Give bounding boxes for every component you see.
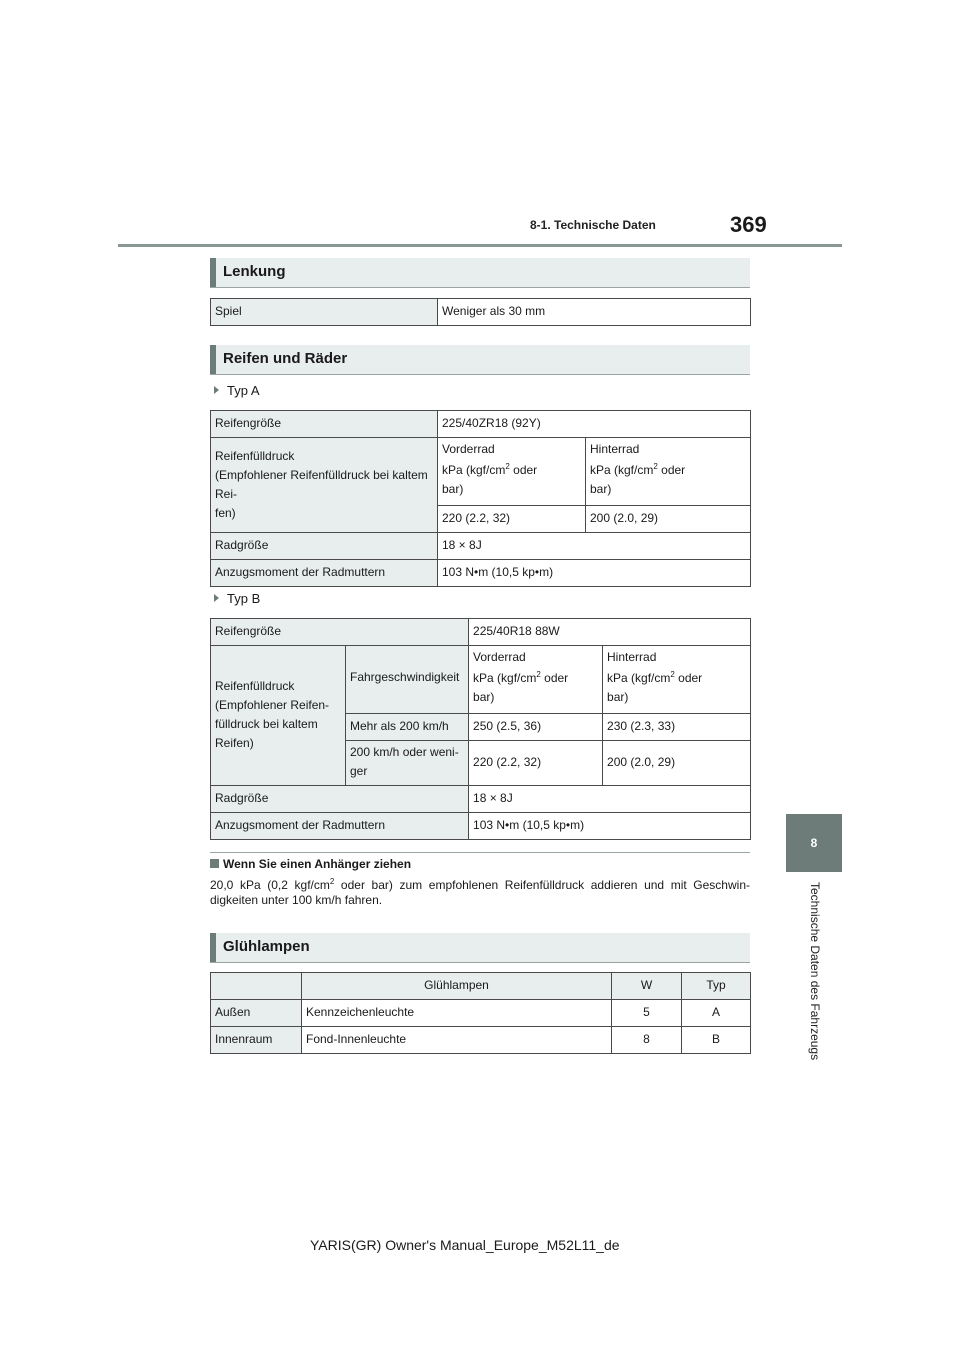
typ-b-text: Typ B (227, 591, 261, 606)
table-header-row (211, 973, 751, 1000)
watt-cell: 5 (612, 1000, 682, 1027)
arrow-right-icon (214, 386, 219, 394)
unit-text: bar) (473, 690, 495, 704)
rim-value: 18 × 8J (438, 533, 751, 560)
heading-bar (210, 258, 216, 287)
chapter-label (806, 882, 822, 1092)
bulb-name-cell: Kennzeichenleuchte (302, 1000, 612, 1027)
type-cell: A (682, 1000, 751, 1027)
chapter-number: 8 (810, 836, 818, 850)
unit-sup: 2 (505, 462, 510, 471)
rear-unit (607, 669, 746, 688)
table-row (211, 1027, 751, 1054)
speed-label: Fahrgeschwindigkeit (346, 646, 469, 714)
unit-sup: 2 (670, 670, 675, 679)
note-title (210, 857, 411, 871)
column-header: W (612, 973, 682, 1000)
pressure-line: Reifenfülldruck (215, 448, 295, 463)
pressure-line: fen) (215, 505, 236, 520)
unit-text: bar) (607, 690, 629, 704)
typ-a-label (214, 383, 260, 398)
rear-title: Hinterrad (590, 442, 640, 456)
spiel-value: Weniger als 30 mm (438, 299, 751, 326)
note-text: 20,0 kPa (0,2 kgf/cm (210, 878, 330, 892)
unit-text: oder (657, 463, 686, 477)
front-header (469, 646, 603, 714)
tire-table-typ-b (210, 618, 751, 840)
section-heading-reifen (210, 345, 750, 375)
rim-value: 18 × 8J (469, 786, 751, 813)
torque-label: Anzugsmoment der Radmuttern (211, 560, 438, 587)
rear-unit (590, 461, 746, 480)
page-number: 369 (730, 212, 767, 237)
table-row (211, 786, 751, 813)
size-value: 225/40ZR18 (92Y) (438, 411, 751, 438)
column-header: Typ (682, 973, 751, 1000)
area-cell: Außen (211, 1000, 302, 1027)
table-row (211, 646, 751, 714)
tire-table-typ-a (210, 410, 751, 587)
note-text: oder bar) zum empfohlenen Reifenfülldruck addieren und mit Geschwin-digkeiten unter 100 km/h fahren. (210, 878, 750, 907)
table-row (211, 299, 751, 326)
table-row (211, 411, 751, 438)
speed-low-line: ger (350, 764, 368, 778)
watt-cell: 8 (612, 1027, 682, 1054)
rim-label: Radgröße (211, 533, 438, 560)
unit-text: bar) (590, 482, 612, 496)
heading-text: Lenkung (223, 263, 286, 280)
column-header (211, 973, 302, 1000)
unit-text: kPa (kgf/cm (590, 463, 654, 477)
steering-table (210, 298, 751, 326)
arrow-right-icon (214, 594, 219, 602)
column-header: Glühlampen (302, 973, 612, 1000)
section-heading-lenkung (210, 258, 750, 288)
note-sup: 2 (329, 877, 335, 886)
unit-text: bar) (442, 482, 464, 496)
rear-title: Hinterrad (607, 650, 657, 664)
torque-value: 103 N•m (10,5 kp•m) (469, 813, 751, 840)
header-rule (118, 244, 842, 247)
heading-text: Glühlampen (223, 938, 310, 955)
pressure-line: (Empfohlener Reifenfülldruck bei kaltem Rei- (215, 467, 428, 501)
speed-low (346, 741, 469, 786)
table-row (211, 1000, 751, 1027)
footer-text: YARIS(GR) Owner's Manual_Europe_M52L11_de (310, 1237, 620, 1253)
rear-header (586, 438, 751, 506)
front-title: Vorderrad (442, 442, 495, 456)
pressure-line: Reifen) (215, 736, 254, 750)
low-rear-value: 200 (2.0, 29) (603, 741, 751, 786)
note-rule (210, 852, 750, 853)
pressure-label (211, 438, 438, 533)
torque-value: 103 N•m (10,5 kp•m) (438, 560, 751, 587)
front-unit (473, 669, 598, 688)
area-cell: Innenraum (211, 1027, 302, 1054)
pressure-line: Reifenfülldruck (215, 679, 295, 693)
front-title: Vorderrad (473, 650, 526, 664)
bulb-name-cell: Fond-Innenleuchte (302, 1027, 612, 1054)
table-row (211, 438, 751, 506)
square-bullet-icon (210, 859, 219, 868)
chapter-title: Technische Daten des Fahrzeugs (808, 882, 822, 1061)
unit-sup: 2 (653, 462, 658, 471)
unit-sup: 2 (536, 670, 541, 679)
speed-low-line: 200 km/h oder weni- (350, 745, 459, 759)
unit-text: kPa (kgf/cm (473, 671, 537, 685)
size-label: Reifengröße (211, 411, 438, 438)
rear-value: 200 (2.0, 29) (586, 506, 751, 533)
heading-bar (210, 345, 216, 374)
size-label: Reifengröße (211, 619, 469, 646)
note-body (210, 878, 750, 908)
bulb-table (210, 972, 751, 1054)
front-unit (442, 461, 581, 480)
pressure-line: (Empfohlener Reifen- (215, 698, 330, 712)
heading-text: Reifen und Räder (223, 350, 348, 367)
pressure-line: fülldruck bei kaltem (215, 717, 318, 731)
section-title: 8-1. Technische Daten (530, 218, 656, 232)
typ-b-label (214, 591, 260, 606)
spiel-label: Spiel (211, 299, 438, 326)
rim-label: Radgröße (211, 786, 469, 813)
chapter-tab (786, 814, 842, 872)
unit-text: oder (509, 463, 538, 477)
table-row (211, 619, 751, 646)
speed-high: Mehr als 200 km/h (346, 714, 469, 741)
section-heading-gluehlampen (210, 933, 750, 963)
low-front-value: 220 (2.2, 32) (469, 741, 603, 786)
type-cell: B (682, 1027, 751, 1054)
unit-text: kPa (kgf/cm (442, 463, 506, 477)
heading-bar (210, 933, 216, 962)
table-row (211, 813, 751, 840)
rear-header (603, 646, 751, 714)
torque-label: Anzugsmoment der Radmuttern (211, 813, 469, 840)
high-rear-value: 230 (2.3, 33) (603, 714, 751, 741)
front-value: 220 (2.2, 32) (438, 506, 586, 533)
unit-text: oder (674, 671, 703, 685)
unit-text: oder (540, 671, 569, 685)
typ-a-text: Typ A (227, 383, 260, 398)
table-row (211, 533, 751, 560)
pressure-label (211, 646, 346, 786)
front-header (438, 438, 586, 506)
table-row (211, 560, 751, 587)
unit-text: kPa (kgf/cm (607, 671, 671, 685)
size-value: 225/40R18 88W (469, 619, 751, 646)
high-front-value: 250 (2.5, 36) (469, 714, 603, 741)
note-title-text: Wenn Sie einen Anhänger ziehen (223, 857, 412, 871)
